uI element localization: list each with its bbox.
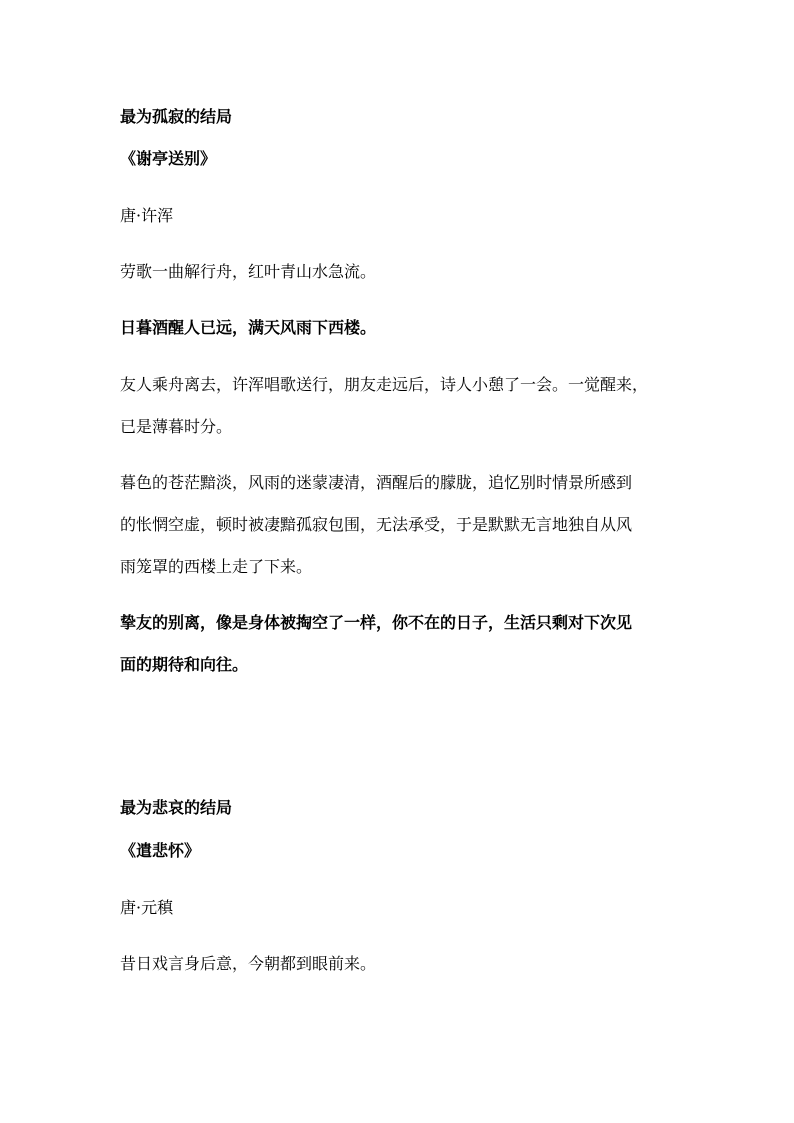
poem-title: 《遣悲怀》 xyxy=(120,841,201,860)
paragraph-line-bold: 面的期待和向往。 xyxy=(120,655,249,674)
paragraph-line: 雨笼罩的西楼上走了下来。 xyxy=(120,557,313,576)
paragraph-line: 暮色的苍茫黯淡，风雨的迷蒙凄清，酒醒后的朦胧，追忆别时情景所感到 xyxy=(120,473,633,492)
poem-author: 唐·许浑 xyxy=(120,206,174,225)
poem-title: 《谢亭送别》 xyxy=(120,149,217,168)
poem-author: 唐·元稹 xyxy=(120,898,174,917)
poem-verse-bold: 日暮酒醒人已远，满天风雨下西楼。 xyxy=(120,318,377,337)
section-heading: 最为悲哀的结局 xyxy=(120,798,233,817)
section-heading: 最为孤寂的结局 xyxy=(120,107,233,126)
paragraph-line: 已是薄暮时分。 xyxy=(120,417,233,436)
paragraph-line-bold: 挚友的别离，像是身体被掏空了一样，你不在的日子，生活只剩对下次见 xyxy=(120,613,633,632)
paragraph-line: 的怅惘空虚，顿时被凄黯孤寂包围，无法承受，于是默默无言地独自从风 xyxy=(120,515,633,534)
poem-verse: 劳歌一曲解行舟，红叶青山水急流。 xyxy=(120,262,377,281)
poem-verse: 昔日戏言身后意，今朝都到眼前来。 xyxy=(120,954,377,973)
paragraph-line: 友人乘舟离去，许浑唱歌送行，朋友走远后，诗人小憩了一会。一觉醒来， xyxy=(120,375,649,394)
